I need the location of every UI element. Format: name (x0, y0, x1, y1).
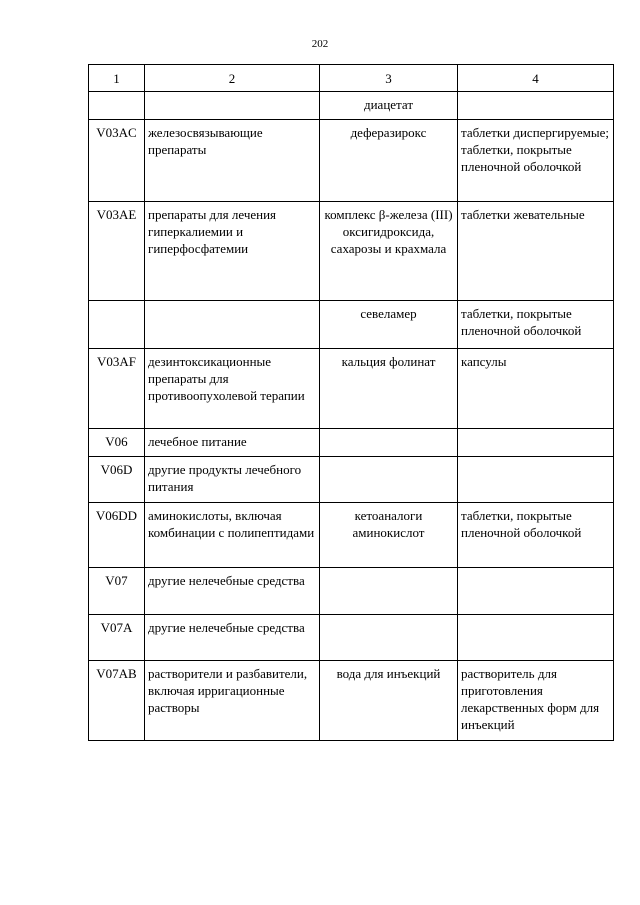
group-name-cell: аминокислоты, включая комбинации с полипептидами (145, 503, 320, 568)
page-number: 202 (311, 38, 329, 50)
drug-name-cell: кальция фолинат (320, 349, 458, 429)
header-cell-1: 1 (89, 65, 145, 92)
group-name-cell (145, 92, 320, 120)
drug-name-cell (320, 429, 458, 457)
drug-name-cell (320, 457, 458, 503)
dosage-form-cell: таблетки жевательные (458, 202, 614, 301)
dosage-form-cell: растворитель для приготовления лекарственных форм для инъекций (458, 661, 614, 741)
atc-code-cell: V03AF (89, 349, 145, 429)
drug-table (88, 64, 614, 741)
group-name-cell: другие нелечебные средства (145, 568, 320, 615)
header-cell-2: 2 (145, 65, 320, 92)
dosage-form-cell: таблетки, покрытые пленочной оболочкой (458, 301, 614, 349)
table-row (89, 120, 614, 202)
atc-code-cell: V07AB (89, 661, 145, 741)
table-row (89, 202, 614, 301)
group-name-cell: железосвязывающие препараты (145, 120, 320, 202)
atc-code-cell: V06D (89, 457, 145, 503)
table-header-row (89, 65, 614, 92)
table-row (89, 429, 614, 457)
table-row (89, 92, 614, 120)
table-row (89, 349, 614, 429)
table-row (89, 503, 614, 568)
dosage-form-cell (458, 568, 614, 615)
dosage-form-cell (458, 615, 614, 661)
atc-code-cell (89, 301, 145, 349)
table-row (89, 615, 614, 661)
group-name-cell: другие нелечебные средства (145, 615, 320, 661)
group-name-cell: дезинтоксикационные препараты для противоопухолевой терапии (145, 349, 320, 429)
dosage-form-cell: таблетки диспергируемые; таблетки, покрытые пленочной оболочкой (458, 120, 614, 202)
dosage-form-cell (458, 92, 614, 120)
dosage-form-cell (458, 429, 614, 457)
header-cell-4: 4 (458, 65, 614, 92)
group-name-cell: препараты для лечения гиперкалиемии и гиперфосфатемии (145, 202, 320, 301)
drug-name-cell (320, 615, 458, 661)
drug-name-cell (320, 568, 458, 615)
atc-code-cell: V03AE (89, 202, 145, 301)
drug-name-cell: диацетат (320, 92, 458, 120)
dosage-form-cell (458, 457, 614, 503)
atc-code-cell: V06 (89, 429, 145, 457)
drug-name-cell: севеламер (320, 301, 458, 349)
table-row (89, 301, 614, 349)
atc-code-cell: V07A (89, 615, 145, 661)
group-name-cell: лечебное питание (145, 429, 320, 457)
atc-code-cell: V07 (89, 568, 145, 615)
drug-name-cell: комплекс β-железа (III) оксигидроксида, сахарозы и крахмала (320, 202, 458, 301)
table-row (89, 661, 614, 741)
group-name-cell: растворители и разбавители, включая ирригационные растворы (145, 661, 320, 741)
table-row (89, 457, 614, 503)
dosage-form-cell: капсулы (458, 349, 614, 429)
atc-code-cell (89, 92, 145, 120)
group-name-cell: другие продукты лечебного питания (145, 457, 320, 503)
atc-code-cell: V06DD (89, 503, 145, 568)
drug-name-cell: вода для инъекций (320, 661, 458, 741)
drug-name-cell: деферазирокс (320, 120, 458, 202)
group-name-cell (145, 301, 320, 349)
dosage-form-cell: таблетки, покрытые пленочной оболочкой (458, 503, 614, 568)
table-row (89, 568, 614, 615)
header-cell-3: 3 (320, 65, 458, 92)
atc-code-cell: V03AC (89, 120, 145, 202)
drug-name-cell: кетоаналоги аминокислот (320, 503, 458, 568)
